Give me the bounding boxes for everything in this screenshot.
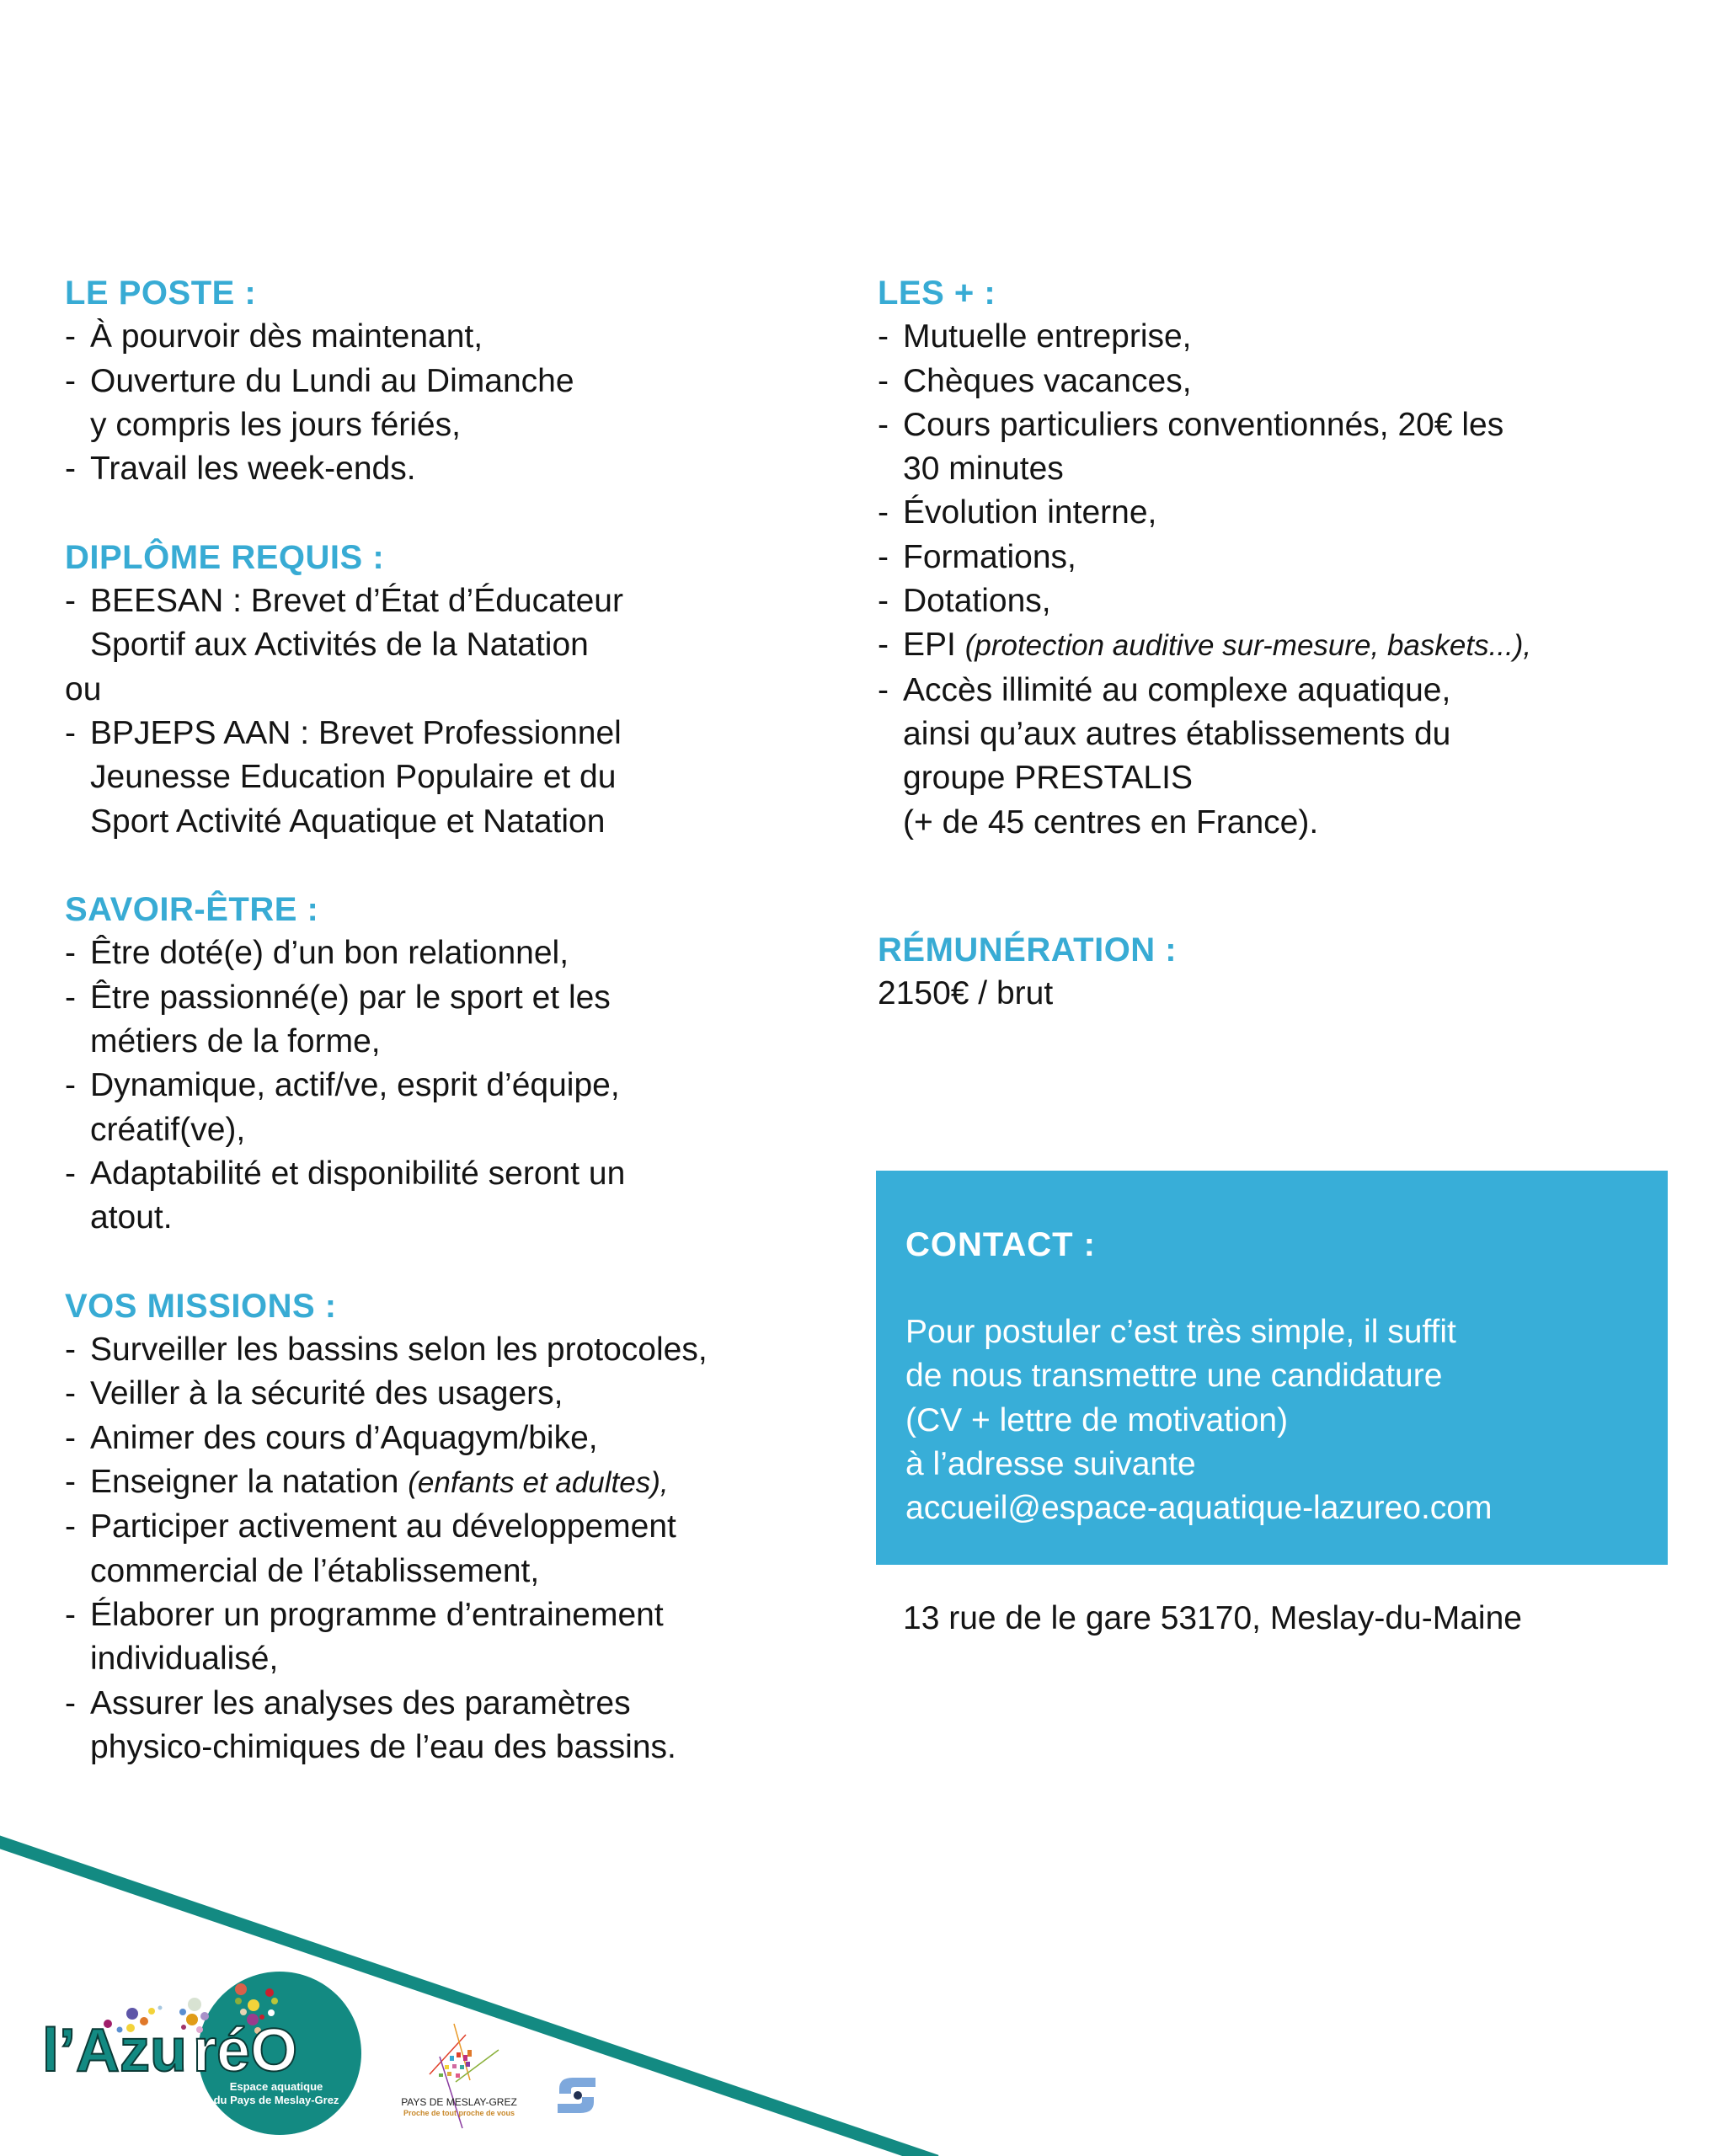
list-item [65, 1152, 857, 1196]
right-column [878, 271, 1686, 845]
list-item-text: Évolution interne, [903, 494, 1157, 531]
list-item-text: Assurer les analyses des paramètres [90, 1684, 631, 1721]
contact-line: (CV + lettre de motivation) [905, 1401, 1289, 1438]
list-item-continuation [65, 1196, 857, 1240]
list-item-text: Sportif aux Activités de la Natation [90, 627, 589, 664]
bullet-dash: - [65, 1508, 76, 1545]
list-item-text: Participer activement au développement [90, 1508, 676, 1545]
bullet-dash: - [65, 1684, 76, 1721]
list-item-continuation [65, 1550, 857, 1593]
bullet-dash: - [65, 714, 76, 751]
list-separator [65, 668, 857, 712]
lazureo-logo [42, 1972, 361, 2135]
list-item-continuation [878, 712, 1686, 756]
list-item-continuation [878, 801, 1686, 845]
list-item [65, 447, 857, 491]
list-item-text: groupe PRESTALIS [903, 760, 1193, 797]
lazureo-subtitle-2: du Pays de Meslay-Grez [213, 2094, 339, 2106]
list-item-text: métiers de la forme, [90, 1023, 381, 1060]
section-remuneration [878, 928, 1177, 1017]
list-item-text: Jeunesse Education Populaire et du [90, 759, 617, 796]
bullet-dash: - [65, 1464, 76, 1501]
list-item-text: Enseigner la natation [90, 1464, 409, 1501]
contact-box [876, 1171, 1668, 1565]
list-item [878, 669, 1686, 712]
list-item-text: Être doté(e) d’un bon relationnel, [90, 935, 569, 972]
pays-logo-tagline: Proche de tout proche de vous [403, 2109, 515, 2117]
list-item [65, 712, 857, 755]
bullet-dash: - [878, 671, 889, 708]
heading-le-poste: LE POSTE : [65, 275, 257, 312]
list-item [65, 1460, 857, 1505]
list-item [65, 976, 857, 1020]
list-item-text: Dynamique, actif/ve, esprit d’équipe, [90, 1067, 620, 1104]
list-item [65, 931, 857, 975]
list-item-text: Travail les week-ends. [90, 451, 416, 488]
list-item [65, 1372, 857, 1416]
heading-diplome-requis: DIPLÔME REQUIS : [65, 538, 385, 576]
list-item [878, 623, 1686, 668]
list-item [65, 1328, 857, 1372]
list-item [878, 315, 1686, 359]
lazureo-text-left: l’Azu [42, 2017, 187, 2084]
bullet-dash: - [878, 583, 889, 620]
heading-les-plus: LES + : [878, 275, 996, 312]
list-item-text: (+ de 45 centres en France). [903, 803, 1319, 841]
list-item-text: atout. [90, 1199, 173, 1236]
lazureo-text-right: réO [193, 2017, 298, 2084]
pays-meslay-grez-logo [401, 2024, 517, 2128]
section-savoir-etre [65, 888, 857, 1240]
bullet-dash: - [65, 979, 76, 1016]
contact-line: de nous transmettre une candidature [905, 1358, 1443, 1395]
contact-email-link[interactable]: accueil@espace-aquatique-lazureo.com [905, 1490, 1493, 1527]
section-vos-missions [65, 1284, 857, 1769]
list-item [65, 1682, 857, 1726]
list-item-continuation [878, 447, 1686, 491]
left-column [65, 271, 857, 1769]
bullet-dash: - [878, 627, 889, 664]
address: 13 rue de le gare 53170, Meslay-du-Maine [903, 1600, 1522, 1636]
list-item [878, 403, 1686, 447]
list-item-text: Surveiller les bassins selon les protocoles, [90, 1331, 708, 1369]
list-item-text: Animer des cours d’Aquagym/bike, [90, 1419, 598, 1456]
list-item-text: À pourvoir dès maintenant, [90, 318, 483, 355]
list-item-text: Dotations, [903, 583, 1051, 620]
list-item-continuation [65, 403, 857, 447]
salary-value: 2150€ / brut [878, 975, 1054, 1012]
bullet-dash: - [65, 935, 76, 972]
section-diplome-requis [65, 536, 857, 844]
list-item-text: Cours particuliers conventionnés, 20€ les [903, 406, 1504, 443]
list-item [878, 491, 1686, 535]
heading-contact: CONTACT : [905, 1226, 1096, 1263]
bullet-dash: - [65, 1596, 76, 1633]
bullet-dash: - [65, 318, 76, 355]
list-item-text: Veiller à la sécurité des usagers, [90, 1375, 563, 1412]
section-le-poste [65, 271, 857, 491]
list-item-text: commercial de l’établissement, [90, 1552, 540, 1589]
list-item-italic-note: (enfants et adultes), [408, 1466, 669, 1500]
list-item-continuation [65, 800, 857, 844]
list-item-text: Sport Activité Aquatique et Natation [90, 803, 606, 840]
list-item-text: ainsi qu’aux autres établissements du [903, 715, 1451, 752]
bullet-dash: - [65, 451, 76, 488]
bullet-dash: - [878, 406, 889, 443]
list-item [65, 360, 857, 403]
list-item-text: Élaborer un programme d’entrainement [90, 1596, 664, 1633]
lazureo-subtitle-1: Espace aquatique [229, 2080, 323, 2093]
heading-remuneration: RÉMUNÉRATION : [878, 931, 1178, 969]
bullet-dash: - [65, 362, 76, 399]
bullet-dash: - [878, 362, 889, 399]
heading-savoir-etre: SAVOIR-ÊTRE : [65, 891, 319, 929]
contact-line: à l’adresse suivante [905, 1445, 1196, 1482]
list-item [878, 536, 1686, 579]
list-item-text: Chèques vacances, [903, 362, 1192, 399]
list-item-text: créatif(ve), [90, 1111, 246, 1148]
s-shape-logo-icon [558, 2078, 595, 2113]
contact-line: Pour postuler c’est très simple, il suffit [905, 1314, 1456, 1350]
bullet-dash: - [878, 538, 889, 575]
list-item-italic-note: (protection auditive sur-mesure, baskets...), [964, 629, 1532, 663]
list-item-text: 30 minutes [903, 451, 1064, 488]
list-item [65, 315, 857, 359]
list-item-text: Mutuelle entreprise, [903, 318, 1192, 355]
list-item [878, 579, 1686, 623]
contact-body [905, 1310, 1492, 1530]
list-item-text: BPJEPS AAN : Brevet Professionnel [90, 714, 622, 751]
bullet-dash: - [65, 1155, 76, 1192]
list-item-continuation [878, 756, 1686, 800]
bullet-dash: - [65, 1419, 76, 1456]
list-item [65, 1064, 857, 1107]
pays-logo-title: PAYS DE MESLAY-GREZ [401, 2096, 517, 2108]
list-item-continuation [65, 1637, 857, 1681]
list-item [65, 1593, 857, 1637]
list-item-continuation [65, 1020, 857, 1064]
list-item-text: physico-chimiques de l’eau des bassins. [90, 1728, 676, 1765]
bullet-dash: - [878, 318, 889, 355]
heading-vos-missions: VOS MISSIONS : [65, 1287, 337, 1325]
section-les-plus [878, 271, 1686, 845]
list-item [65, 1505, 857, 1549]
list-item-continuation [65, 755, 857, 799]
list-item-text: ou [65, 670, 102, 707]
list-item-text: EPI [903, 627, 965, 664]
bullet-dash: - [65, 583, 76, 620]
list-item-continuation [65, 1726, 857, 1769]
list-item-text: Être passionné(e) par le sport et les [90, 979, 611, 1016]
bullet-dash: - [65, 1331, 76, 1369]
list-item-text: individualisé, [90, 1641, 279, 1678]
list-item [65, 579, 857, 623]
list-item-text: Accès illimité au complexe aquatique, [903, 671, 1451, 708]
list-item-text: Formations, [903, 538, 1076, 575]
list-item-text: Ouverture du Lundi au Dimanche [90, 362, 574, 399]
bullet-dash: - [65, 1375, 76, 1412]
list-item [65, 1417, 857, 1460]
list-item-text: y compris les jours fériés, [90, 406, 461, 443]
bullet-dash: - [878, 494, 889, 531]
list-item-continuation [65, 623, 857, 667]
list-item [878, 360, 1686, 403]
list-item-text: Adaptabilité et disponibilité seront un [90, 1155, 626, 1192]
list-item-text: BEESAN : Brevet d’État d’Éducateur [90, 583, 623, 620]
bullet-dash: - [65, 1067, 76, 1104]
list-item-continuation [65, 1108, 857, 1152]
